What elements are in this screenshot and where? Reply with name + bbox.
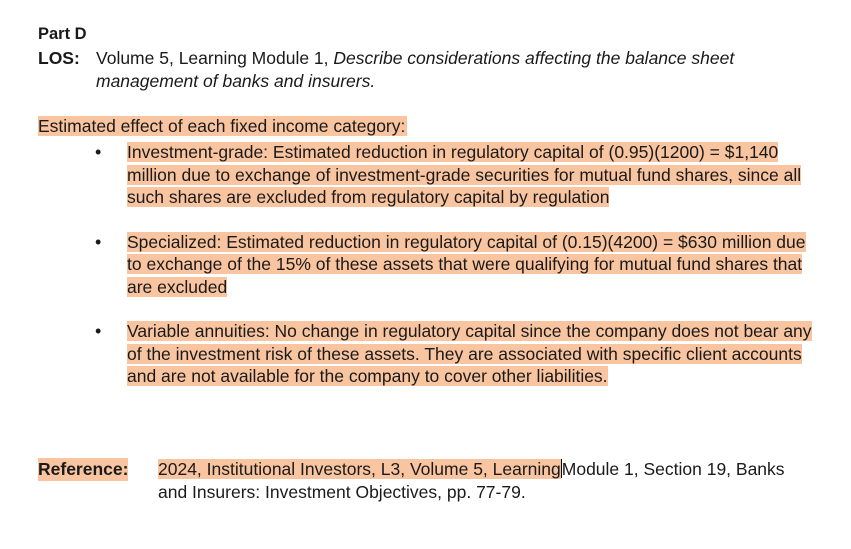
bullet-icon: •	[95, 231, 102, 252]
bullet-text: Investment-grade: Estimated reduction in regulatory capital of (0.95)(1200) = $1,140 million due to exchange of investment-grade securities for mutual fund shares, since all such shares are excluded from regulatory capital by regulation	[127, 142, 802, 207]
los-block	[38, 47, 818, 92]
list-item	[95, 231, 815, 299]
reference-block	[38, 458, 798, 503]
los-plain-text: Volume 5, Learning Module 1,	[96, 48, 334, 68]
reference-highlighted-text: 2024, Institutional Investors, L3, Volume 5, Learning	[158, 459, 561, 479]
los-italic-text: Describe considerations affecting the balance sheet management of banks and insurers.	[96, 48, 735, 91]
bullet-text: Specialized: Estimated reduction in regulatory capital of (0.15)(4200) = $630 million due to exchange of the 15% of these assets that were qualifying for mutual fund shares that are excluded	[127, 231, 806, 297]
bullet-icon: •	[95, 142, 102, 162]
bullet-text: Variable annuities: No change in regulatory capital since the company does not bear any of the investment risk of these assets. They are associated with specific client accounts and are not available for the company to cover other liabilities.	[127, 321, 812, 386]
intro-line	[38, 115, 407, 138]
list-item	[95, 320, 815, 388]
intro-text: Estimated effect of each fixed income category:	[38, 116, 406, 136]
category-list	[95, 141, 815, 410]
reference-rest-text: Module 1, Section 19, Banks and Insurers: Investment Objectives, pp. 77-79.	[158, 459, 785, 502]
list-item	[95, 141, 815, 209]
los-label: LOS:	[38, 48, 80, 68]
reference-text	[158, 458, 798, 503]
part-title: Part D	[38, 25, 87, 43]
reference-label: Reference:	[38, 459, 129, 479]
bullet-icon: •	[95, 321, 102, 341]
los-text	[96, 47, 818, 92]
